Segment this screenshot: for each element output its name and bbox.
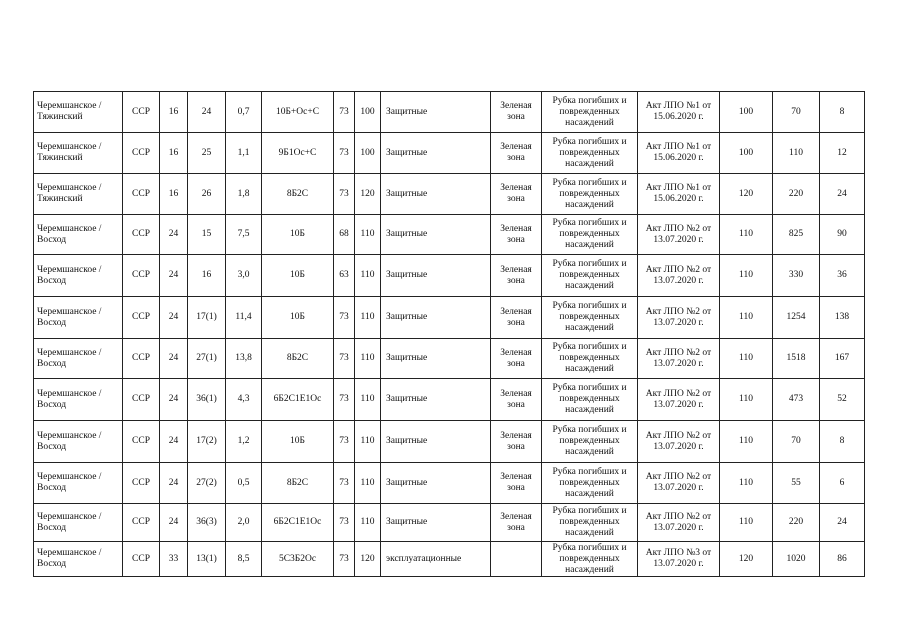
category-cell: Зеленая зона <box>491 463 542 504</box>
felling-type-cell: Рубка погибших и поврежденных насаждений <box>542 339 638 379</box>
area-cell: 1,2 <box>226 421 262 463</box>
act-cell: Акт ЛПО №1 от 15.06.2020 г. <box>638 174 720 215</box>
value-3-cell: 86 <box>820 542 865 577</box>
area-cell: 0,5 <box>226 463 262 504</box>
region-cell: Черемшанское / Тяжинский <box>34 92 123 133</box>
kvartal-cell: 16 <box>160 174 188 215</box>
category-cell: Зеленая зона <box>491 421 542 463</box>
value-1-cell: 100 <box>720 92 773 133</box>
area-cell: 4,3 <box>226 379 262 421</box>
region-cell: Черемшанское / Восход <box>34 339 123 379</box>
kvartal-cell: 24 <box>160 215 188 255</box>
category-cell <box>491 542 542 577</box>
age-cell: 73 <box>334 504 355 542</box>
composition-cell: 10Б <box>262 255 334 297</box>
composition-cell: 9Б1Ос+С <box>262 133 334 174</box>
forest-group-cell: Защитные <box>381 421 491 463</box>
category-cell: Зеленая зона <box>491 133 542 174</box>
category-cell: Зеленая зона <box>491 174 542 215</box>
age-cell: 73 <box>334 339 355 379</box>
composition-cell: 8Б2С <box>262 463 334 504</box>
table-row <box>34 92 865 133</box>
table-row <box>34 463 865 504</box>
region-cell: Черемшанское / Тяжинский <box>34 174 123 215</box>
table-row <box>34 542 865 577</box>
value-3-cell: 8 <box>820 421 865 463</box>
cutting-type-cell: ССР <box>123 339 160 379</box>
act-cell: Акт ЛПО №2 от 13.07.2020 г. <box>638 504 720 542</box>
cutting-type-cell: ССР <box>123 92 160 133</box>
value-1-cell: 110 <box>720 504 773 542</box>
forest-group-cell: Защитные <box>381 339 491 379</box>
area-cell: 7,5 <box>226 215 262 255</box>
value-2-cell: 70 <box>773 421 820 463</box>
category-cell: Зеленая зона <box>491 255 542 297</box>
value-3-cell: 138 <box>820 297 865 339</box>
value-2-cell: 825 <box>773 215 820 255</box>
age-cell: 73 <box>334 463 355 504</box>
area-cell: 1,1 <box>226 133 262 174</box>
act-cell: Акт ЛПО №2 от 13.07.2020 г. <box>638 215 720 255</box>
act-cell: Акт ЛПО №2 от 13.07.2020 г. <box>638 463 720 504</box>
region-cell: Черемшанское / Тяжинский <box>34 133 123 174</box>
index-cell: 110 <box>355 504 381 542</box>
region-cell: Черемшанское / Восход <box>34 463 123 504</box>
cutting-type-cell: ССР <box>123 215 160 255</box>
value-2-cell: 1020 <box>773 542 820 577</box>
vydel-cell: 26 <box>188 174 226 215</box>
cutting-type-cell: ССР <box>123 542 160 577</box>
kvartal-cell: 16 <box>160 92 188 133</box>
cutting-type-cell: ССР <box>123 255 160 297</box>
value-1-cell: 110 <box>720 255 773 297</box>
act-cell: Акт ЛПО №2 от 13.07.2020 г. <box>638 255 720 297</box>
value-1-cell: 100 <box>720 133 773 174</box>
table-row <box>34 215 865 255</box>
cutting-type-cell: ССР <box>123 504 160 542</box>
value-3-cell: 8 <box>820 92 865 133</box>
area-cell: 2,0 <box>226 504 262 542</box>
composition-cell: 5С3Б2Ос <box>262 542 334 577</box>
age-cell: 73 <box>334 174 355 215</box>
age-cell: 73 <box>334 92 355 133</box>
act-cell: Акт ЛПО №1 от 15.06.2020 г. <box>638 92 720 133</box>
region-cell: Черемшанское / Восход <box>34 255 123 297</box>
kvartal-cell: 24 <box>160 421 188 463</box>
table-row <box>34 174 865 215</box>
index-cell: 110 <box>355 463 381 504</box>
index-cell: 110 <box>355 379 381 421</box>
category-cell: Зеленая зона <box>491 215 542 255</box>
vydel-cell: 36(1) <box>188 379 226 421</box>
category-cell: Зеленая зона <box>491 92 542 133</box>
act-cell: Акт ЛПО №2 от 13.07.2020 г. <box>638 339 720 379</box>
composition-cell: 10Б <box>262 421 334 463</box>
region-cell: Черемшанское / Восход <box>34 379 123 421</box>
value-2-cell: 330 <box>773 255 820 297</box>
cutting-type-cell: ССР <box>123 463 160 504</box>
kvartal-cell: 33 <box>160 542 188 577</box>
value-2-cell: 55 <box>773 463 820 504</box>
value-1-cell: 120 <box>720 542 773 577</box>
category-cell: Зеленая зона <box>491 379 542 421</box>
value-1-cell: 110 <box>720 215 773 255</box>
forest-group-cell: Защитные <box>381 133 491 174</box>
region-cell: Черемшанское / Восход <box>34 542 123 577</box>
value-2-cell: 1518 <box>773 339 820 379</box>
felling-type-cell: Рубка погибших и поврежденных насаждений <box>542 542 638 577</box>
forest-group-cell: Защитные <box>381 297 491 339</box>
value-1-cell: 110 <box>720 339 773 379</box>
area-cell: 0,7 <box>226 92 262 133</box>
value-1-cell: 110 <box>720 421 773 463</box>
value-2-cell: 70 <box>773 92 820 133</box>
area-cell: 8,5 <box>226 542 262 577</box>
value-2-cell: 1254 <box>773 297 820 339</box>
area-cell: 11,4 <box>226 297 262 339</box>
kvartal-cell: 16 <box>160 133 188 174</box>
region-cell: Черемшанское / Восход <box>34 421 123 463</box>
cutting-type-cell: ССР <box>123 421 160 463</box>
index-cell: 110 <box>355 215 381 255</box>
cutting-type-cell: ССР <box>123 379 160 421</box>
composition-cell: 6Б2С1Е1Ос <box>262 504 334 542</box>
forest-group-cell: Защитные <box>381 255 491 297</box>
cutting-type-cell: ССР <box>123 297 160 339</box>
area-cell: 1,8 <box>226 174 262 215</box>
forest-group-cell: Защитные <box>381 504 491 542</box>
felling-type-cell: Рубка погибших и поврежденных насаждений <box>542 421 638 463</box>
index-cell: 110 <box>355 255 381 297</box>
act-cell: Акт ЛПО №2 от 13.07.2020 г. <box>638 379 720 421</box>
value-1-cell: 120 <box>720 174 773 215</box>
table-row <box>34 504 865 542</box>
felling-type-cell: Рубка погибших и поврежденных насаждений <box>542 504 638 542</box>
composition-cell: 6Б2С1Е1Ос <box>262 379 334 421</box>
age-cell: 73 <box>334 542 355 577</box>
value-3-cell: 52 <box>820 379 865 421</box>
value-3-cell: 6 <box>820 463 865 504</box>
act-cell: Акт ЛПО №2 от 13.07.2020 г. <box>638 421 720 463</box>
table-row <box>34 255 865 297</box>
index-cell: 110 <box>355 297 381 339</box>
value-3-cell: 36 <box>820 255 865 297</box>
index-cell: 120 <box>355 542 381 577</box>
area-cell: 3,0 <box>226 255 262 297</box>
age-cell: 73 <box>334 297 355 339</box>
value-3-cell: 12 <box>820 133 865 174</box>
felling-type-cell: Рубка погибших и поврежденных насаждений <box>542 174 638 215</box>
forest-group-cell: Защитные <box>381 463 491 504</box>
forest-group-cell: Защитные <box>381 379 491 421</box>
felling-type-cell: Рубка погибших и поврежденных насаждений <box>542 379 638 421</box>
table-row <box>34 339 865 379</box>
vydel-cell: 36(3) <box>188 504 226 542</box>
value-3-cell: 24 <box>820 174 865 215</box>
kvartal-cell: 24 <box>160 379 188 421</box>
value-3-cell: 167 <box>820 339 865 379</box>
vydel-cell: 15 <box>188 215 226 255</box>
vydel-cell: 27(1) <box>188 339 226 379</box>
region-cell: Черемшанское / Восход <box>34 297 123 339</box>
kvartal-cell: 24 <box>160 255 188 297</box>
value-2-cell: 473 <box>773 379 820 421</box>
felling-type-cell: Рубка погибших и поврежденных насаждений <box>542 255 638 297</box>
table-row <box>34 297 865 339</box>
forest-group-cell: эксплуатационные <box>381 542 491 577</box>
composition-cell: 10Б <box>262 215 334 255</box>
table-row <box>34 379 865 421</box>
age-cell: 73 <box>334 421 355 463</box>
felling-type-cell: Рубка погибших и поврежденных насаждений <box>542 463 638 504</box>
kvartal-cell: 24 <box>160 297 188 339</box>
value-1-cell: 110 <box>720 379 773 421</box>
act-cell: Акт ЛПО №1 от 15.06.2020 г. <box>638 133 720 174</box>
vydel-cell: 17(2) <box>188 421 226 463</box>
category-cell: Зеленая зона <box>491 297 542 339</box>
forest-group-cell: Защитные <box>381 92 491 133</box>
category-cell: Зеленая зона <box>491 339 542 379</box>
cutting-type-cell: ССР <box>123 133 160 174</box>
category-cell: Зеленая зона <box>491 504 542 542</box>
felling-table <box>33 91 865 577</box>
felling-type-cell: Рубка погибших и поврежденных насаждений <box>542 297 638 339</box>
index-cell: 110 <box>355 421 381 463</box>
kvartal-cell: 24 <box>160 504 188 542</box>
region-cell: Черемшанское / Восход <box>34 215 123 255</box>
age-cell: 73 <box>334 379 355 421</box>
forest-group-cell: Защитные <box>381 215 491 255</box>
act-cell: Акт ЛПО №2 от 13.07.2020 г. <box>638 297 720 339</box>
value-1-cell: 110 <box>720 297 773 339</box>
kvartal-cell: 24 <box>160 339 188 379</box>
index-cell: 110 <box>355 339 381 379</box>
vydel-cell: 27(2) <box>188 463 226 504</box>
forest-group-cell: Защитные <box>381 174 491 215</box>
felling-type-cell: Рубка погибших и поврежденных насаждений <box>542 133 638 174</box>
value-3-cell: 24 <box>820 504 865 542</box>
value-2-cell: 220 <box>773 174 820 215</box>
composition-cell: 8Б2С <box>262 174 334 215</box>
kvartal-cell: 24 <box>160 463 188 504</box>
age-cell: 73 <box>334 133 355 174</box>
felling-type-cell: Рубка погибших и поврежденных насаждений <box>542 92 638 133</box>
act-cell: Акт ЛПО №3 от 13.07.2020 г. <box>638 542 720 577</box>
area-cell: 13,8 <box>226 339 262 379</box>
vydel-cell: 24 <box>188 92 226 133</box>
composition-cell: 10Б <box>262 297 334 339</box>
vydel-cell: 13(1) <box>188 542 226 577</box>
vydel-cell: 25 <box>188 133 226 174</box>
table-row <box>34 133 865 174</box>
felling-type-cell: Рубка погибших и поврежденных насаждений <box>542 215 638 255</box>
index-cell: 100 <box>355 92 381 133</box>
age-cell: 68 <box>334 215 355 255</box>
region-cell: Черемшанское / Восход <box>34 504 123 542</box>
index-cell: 100 <box>355 133 381 174</box>
composition-cell: 8Б2С <box>262 339 334 379</box>
value-3-cell: 90 <box>820 215 865 255</box>
index-cell: 120 <box>355 174 381 215</box>
value-2-cell: 110 <box>773 133 820 174</box>
age-cell: 63 <box>334 255 355 297</box>
cutting-type-cell: ССР <box>123 174 160 215</box>
vydel-cell: 17(1) <box>188 297 226 339</box>
composition-cell: 10Б+Ос+С <box>262 92 334 133</box>
vydel-cell: 16 <box>188 255 226 297</box>
table-row <box>34 421 865 463</box>
value-2-cell: 220 <box>773 504 820 542</box>
value-1-cell: 110 <box>720 463 773 504</box>
